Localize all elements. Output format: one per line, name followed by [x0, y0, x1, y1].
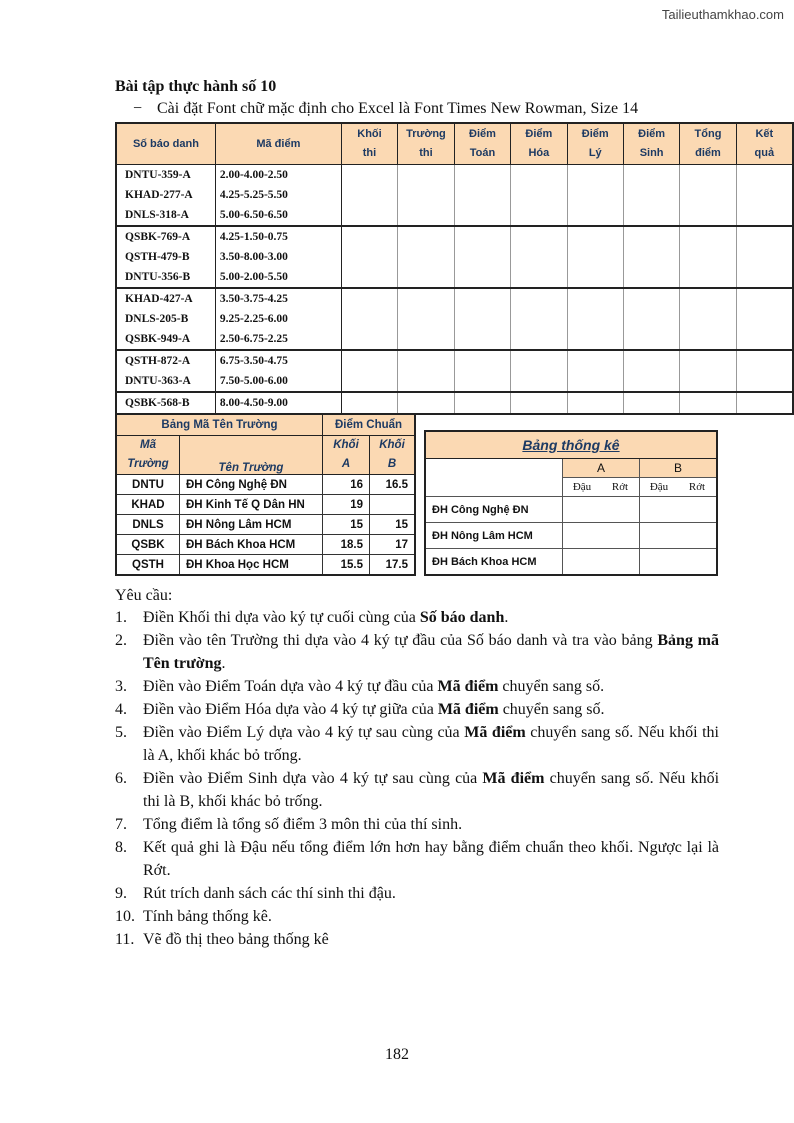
- empty-cell: [398, 267, 455, 288]
- empty-cell: [623, 267, 679, 288]
- header-6: [567, 123, 623, 165]
- header-8: [680, 123, 736, 165]
- candidate-id: DNTU-356-B: [116, 267, 215, 288]
- school-name: ĐH Bách Khoa HCM: [180, 535, 323, 555]
- header-line1: Điểm: [638, 128, 666, 140]
- empty-cell: [680, 165, 736, 186]
- candidate-id: DNLS-205-B: [116, 309, 215, 329]
- requirement-text: Mã điểm: [482, 770, 545, 787]
- cutoff-b: 17: [370, 535, 416, 555]
- empty-cell: [341, 205, 397, 226]
- requirement-item: [115, 905, 719, 928]
- candidate-id: QSTH-479-B: [116, 247, 215, 267]
- requirement-item: [115, 606, 719, 629]
- table-row: [116, 371, 793, 392]
- candidate-id: DNLS-318-A: [116, 205, 215, 226]
- table-row: [425, 497, 717, 523]
- empty-cell: [341, 267, 397, 288]
- requirement-number: 4.: [115, 701, 127, 718]
- requirement-text: chuyển sang số.: [498, 678, 605, 695]
- stats-group-b: B: [640, 459, 718, 478]
- empty-cell: [623, 371, 679, 392]
- header-line1: Tổng: [694, 128, 722, 140]
- empty-cell: [680, 329, 736, 350]
- table-row: [116, 185, 793, 205]
- school-code: QSTH: [116, 555, 180, 576]
- subtitle-text: Cài đặt Font chữ mặc định cho Excel là Font Times New Rowman, Size 14: [157, 100, 639, 117]
- table-row: [116, 247, 793, 267]
- empty-cell: [398, 185, 455, 205]
- candidate-id: QSBK-949-A: [116, 329, 215, 350]
- empty-cell: [454, 309, 510, 329]
- table-row: [116, 226, 793, 247]
- score-code: 3.50-8.00-3.00: [215, 247, 341, 267]
- stats-school: ĐH Công Nghệ ĐN: [425, 497, 563, 523]
- stats-b-pass: Đậu: [640, 478, 679, 497]
- requirement-text: .: [504, 609, 509, 626]
- header-line2: Sinh: [639, 147, 664, 159]
- score-code: 7.50-5.00-6.00: [215, 371, 341, 392]
- score-code: 4.25-5.25-5.50: [215, 185, 341, 205]
- requirement-item: [115, 882, 719, 905]
- requirement-text: Vẽ đồ thị theo bảng thống kê: [143, 931, 329, 948]
- requirement-item: [115, 698, 719, 721]
- requirement-text: Rút trích danh sách các thí sinh thi đậu.: [143, 885, 396, 902]
- empty-cell: [511, 226, 567, 247]
- empty-cell: [736, 267, 793, 288]
- empty-cell: [567, 226, 623, 247]
- empty-cell: [511, 165, 567, 186]
- empty-cell: [736, 165, 793, 186]
- exercise-title: Bài tập thực hành số 10: [115, 78, 277, 95]
- header-line2: thi: [362, 147, 377, 159]
- score-code: 2.50-6.75-2.25: [215, 329, 341, 350]
- empty-cell: [680, 392, 736, 414]
- candidate-id: KHAD-277-A: [116, 185, 215, 205]
- requirement-item: [115, 721, 719, 767]
- empty-cell: [398, 329, 455, 350]
- cutoff-a: 15.5: [323, 555, 370, 576]
- table-row: [116, 205, 793, 226]
- requirement-text: Kết quả ghi là Đậu nếu tổng điểm lớn hơn hay bằng điểm chuẩn theo khối. Ngược lại là Rớt.: [143, 839, 719, 879]
- empty-cell: [398, 288, 455, 309]
- header-line2: điểm: [695, 147, 721, 159]
- empty-cell: [623, 329, 679, 350]
- empty-cell: [640, 523, 718, 549]
- cutoff-a: 18.5: [323, 535, 370, 555]
- empty-cell: [680, 226, 736, 247]
- requirement-number: 3.: [115, 678, 127, 695]
- empty-cell: [623, 165, 679, 186]
- requirements-title: Yêu cầu:: [115, 587, 173, 604]
- school-name: ĐH Nông Lâm HCM: [180, 515, 323, 535]
- table-row: [116, 475, 415, 495]
- requirement-item: [115, 629, 719, 675]
- score-code: 5.00-6.50-6.50: [215, 205, 341, 226]
- requirement-text: Điền vào Điểm Hóa dựa vào 4 ký tự giữa của: [143, 701, 438, 718]
- school-code: QSBK: [116, 535, 180, 555]
- requirement-text: Bảng mã Tên trường: [143, 632, 719, 672]
- empty-cell: [454, 267, 510, 288]
- empty-cell: [341, 185, 397, 205]
- empty-cell: [567, 392, 623, 414]
- empty-cell: [398, 247, 455, 267]
- requirement-text: chuyển sang số. Nếu khối thi là B, khối khác bỏ trống.: [143, 770, 720, 810]
- score-code: 5.00-2.00-5.50: [215, 267, 341, 288]
- header-9: [736, 123, 793, 165]
- header-4: [454, 123, 510, 165]
- empty-cell: [680, 288, 736, 309]
- page-number: 182: [385, 1046, 409, 1063]
- empty-cell: [398, 165, 455, 186]
- empty-cell: [623, 309, 679, 329]
- header-1: [215, 123, 341, 165]
- stats-school: ĐH Bách Khoa HCM: [425, 549, 563, 576]
- stats-title: Bảng thống kê: [425, 431, 717, 459]
- table-row: [116, 165, 793, 186]
- table-row: [116, 309, 793, 329]
- cutoff-title: Điểm Chuẩn: [323, 414, 416, 436]
- header-2: [341, 123, 397, 165]
- requirement-text: Số báo danh: [419, 609, 505, 626]
- header-5: [511, 123, 567, 165]
- requirement-text: Mã điểm: [464, 724, 526, 741]
- requirement-text: Điền vào Điểm Sinh dựa vào 4 ký tự sau cùng của: [143, 770, 483, 787]
- requirement-number: 9.: [115, 885, 127, 902]
- cutoff-b: 16.5: [370, 475, 416, 495]
- header-line1: Trường: [406, 128, 446, 140]
- school-code: DNLS: [116, 515, 180, 535]
- requirement-text: Điền vào Điểm Toán dựa vào 4 ký tự đầu của: [143, 678, 438, 695]
- empty-cell: [567, 350, 623, 371]
- empty-cell: [341, 309, 397, 329]
- empty-cell: [567, 288, 623, 309]
- empty-cell: [680, 205, 736, 226]
- header-line1: Kết: [755, 128, 774, 140]
- empty-cell: [341, 329, 397, 350]
- requirement-text: .: [221, 655, 226, 672]
- empty-cell: [623, 288, 679, 309]
- empty-cell: [511, 247, 567, 267]
- requirement-number: 8.: [115, 839, 127, 856]
- empty-cell: [567, 247, 623, 267]
- school-name: ĐH Công Nghệ ĐN: [180, 475, 323, 495]
- requirement-number: 1.: [115, 609, 127, 626]
- requirement-item: [115, 836, 719, 882]
- empty-cell: [567, 205, 623, 226]
- subtitle: [133, 100, 638, 118]
- empty-cell: [341, 392, 397, 414]
- empty-cell: [454, 371, 510, 392]
- school-code: DNTU: [116, 475, 180, 495]
- requirement-number: 6.: [115, 770, 127, 787]
- empty-cell: [567, 309, 623, 329]
- table-row: [116, 350, 793, 371]
- empty-cell: [511, 267, 567, 288]
- empty-cell: [563, 523, 640, 549]
- school-name: ĐH Khoa Học HCM: [180, 555, 323, 576]
- empty-cell: [341, 371, 397, 392]
- cutoff-b: 15: [370, 515, 416, 535]
- stats-b-fail: Rớt: [678, 478, 717, 497]
- empty-cell: [567, 185, 623, 205]
- school-table-title: Bảng Mã Tên Trường: [116, 414, 323, 436]
- empty-cell: [454, 392, 510, 414]
- empty-cell: [640, 549, 718, 576]
- table-row: [116, 495, 415, 515]
- empty-cell: [680, 309, 736, 329]
- table-row: [116, 555, 415, 576]
- empty-cell: [398, 392, 455, 414]
- requirement-text: Mã điểm: [437, 701, 499, 718]
- requirement-item: [115, 675, 719, 698]
- school-code: KHAD: [116, 495, 180, 515]
- empty-cell: [736, 288, 793, 309]
- table-row: [116, 515, 415, 535]
- requirement-number: 2.: [115, 632, 127, 649]
- stats-school: ĐH Nông Lâm HCM: [425, 523, 563, 549]
- empty-cell: [454, 185, 510, 205]
- cutoff-b: [370, 495, 416, 515]
- empty-cell: [736, 185, 793, 205]
- empty-cell: [623, 226, 679, 247]
- candidate-id: KHAD-427-A: [116, 288, 215, 309]
- watermark: Tailieuthamkhao.com: [661, 7, 784, 22]
- empty-cell: [398, 309, 455, 329]
- empty-cell: [511, 350, 567, 371]
- col-block-a: Khối A: [323, 436, 370, 475]
- cutoff-b: 17.5: [370, 555, 416, 576]
- requirement-item: [115, 928, 719, 951]
- empty-cell: [511, 329, 567, 350]
- stats-a-fail: Rớt: [601, 478, 640, 497]
- requirement-text: Tổng điểm là tổng số điểm 3 môn thi của thí sinh.: [143, 816, 463, 833]
- cutoff-a: 16: [323, 475, 370, 495]
- empty-cell: [511, 288, 567, 309]
- header-line1: Điểm: [581, 128, 609, 140]
- requirement-text: chuyển sang số. Nếu khối thi là A, khối khác bỏ trống.: [143, 724, 719, 764]
- header-line1: Số báo danh: [132, 137, 199, 150]
- table-row: [425, 523, 717, 549]
- table-row: [116, 392, 793, 414]
- empty-cell: [511, 185, 567, 205]
- candidate-id: QSBK-568-B: [116, 392, 215, 414]
- requirements-list: [115, 606, 719, 951]
- empty-cell: [567, 267, 623, 288]
- header-line2: Lý: [588, 147, 602, 159]
- header-line2: Hóa: [528, 147, 550, 159]
- stats-group-a: A: [563, 459, 640, 478]
- empty-cell: [736, 247, 793, 267]
- candidate-id: QSBK-769-A: [116, 226, 215, 247]
- empty-cell: [736, 371, 793, 392]
- empty-cell: [341, 226, 397, 247]
- empty-cell: [736, 350, 793, 371]
- candidate-id: DNTU-363-A: [116, 371, 215, 392]
- col-block-b: Khối B: [370, 436, 416, 475]
- empty-cell: [511, 392, 567, 414]
- cutoff-a: 15: [323, 515, 370, 535]
- cutoff-a: 19: [323, 495, 370, 515]
- empty-cell: [567, 165, 623, 186]
- empty-cell: [454, 329, 510, 350]
- empty-cell: [736, 226, 793, 247]
- empty-cell: [454, 205, 510, 226]
- empty-cell: [623, 350, 679, 371]
- empty-cell: [623, 185, 679, 205]
- table-row: [116, 288, 793, 309]
- empty-cell: [736, 392, 793, 414]
- empty-cell: [736, 205, 793, 226]
- empty-cell: [563, 497, 640, 523]
- table-row: [116, 535, 415, 555]
- score-code: 2.00-4.00-2.50: [215, 165, 341, 186]
- empty-cell: [511, 309, 567, 329]
- empty-cell: [680, 350, 736, 371]
- header-7: [623, 123, 679, 165]
- requirement-text: Điền Khối thi dựa vào ký tự cuối cùng của: [143, 609, 420, 626]
- empty-cell: [680, 371, 736, 392]
- empty-cell: [736, 329, 793, 350]
- header-line1: Mã điểm: [256, 137, 301, 150]
- requirement-item: [115, 813, 719, 836]
- requirement-number: 11.: [115, 931, 135, 948]
- requirement-item: [115, 767, 719, 813]
- empty-cell: [567, 329, 623, 350]
- score-code: 3.50-3.75-4.25: [215, 288, 341, 309]
- empty-cell: [511, 371, 567, 392]
- table-row: [116, 329, 793, 350]
- empty-cell: [511, 205, 567, 226]
- header-line2: quả: [754, 147, 775, 159]
- stats-a-pass: Đậu: [563, 478, 602, 497]
- empty-cell: [454, 247, 510, 267]
- empty-cell: [341, 247, 397, 267]
- header-line1: Khối: [357, 128, 382, 140]
- school-code-table: [115, 413, 416, 576]
- empty-cell: [680, 247, 736, 267]
- empty-cell: [563, 549, 640, 576]
- empty-cell: [680, 267, 736, 288]
- col-school-code: Mã Trường: [116, 436, 180, 475]
- col-school-name: Tên Trường: [180, 436, 323, 475]
- empty-cell: [398, 226, 455, 247]
- requirement-text: chuyển sang số.: [498, 701, 605, 718]
- header-line1: Điểm: [525, 128, 553, 140]
- score-code: 4.25-1.50-0.75: [215, 226, 341, 247]
- score-code: 9.25-2.25-6.00: [215, 309, 341, 329]
- empty-cell: [623, 392, 679, 414]
- requirement-number: 5.: [115, 724, 127, 741]
- empty-cell: [454, 165, 510, 186]
- empty-cell: [454, 288, 510, 309]
- empty-cell: [623, 247, 679, 267]
- empty-cell: [341, 350, 397, 371]
- score-code: 6.75-3.50-4.75: [215, 350, 341, 371]
- empty-cell: [567, 371, 623, 392]
- requirement-number: 10.: [115, 908, 135, 925]
- empty-cell: [640, 497, 718, 523]
- candidate-table: [115, 122, 794, 415]
- statistics-table: [424, 430, 718, 576]
- empty-cell: [341, 165, 397, 186]
- requirement-text: Điền vào Điểm Lý dựa vào 4 ký tự sau cùng của: [143, 724, 465, 741]
- requirement-text: Điền vào tên Trường thi dựa vào 4 ký tự đầu của Số báo danh và tra vào bảng: [143, 632, 658, 649]
- table-row: [425, 549, 717, 576]
- empty-cell: [398, 371, 455, 392]
- empty-cell: [341, 288, 397, 309]
- candidate-id: QSTH-872-A: [116, 350, 215, 371]
- empty-cell: [454, 226, 510, 247]
- header-line2: thi: [419, 147, 433, 159]
- empty-cell: [736, 309, 793, 329]
- empty-cell: [398, 205, 455, 226]
- header-3: [398, 123, 455, 165]
- school-name: ĐH Kinh Tế Q Dân HN: [180, 495, 323, 515]
- requirement-number: 7.: [115, 816, 127, 833]
- empty-cell: [454, 350, 510, 371]
- empty-cell: [680, 185, 736, 205]
- empty-cell: [623, 205, 679, 226]
- subtitle-dash: −: [133, 100, 143, 117]
- empty-cell: [398, 350, 455, 371]
- header-0: [116, 123, 215, 165]
- requirement-text: Tính bảng thống kê.: [143, 908, 272, 925]
- table-row: [116, 267, 793, 288]
- requirement-text: Mã điểm: [437, 678, 499, 695]
- score-code: 8.00-4.50-9.00: [215, 392, 341, 414]
- candidate-id: DNTU-359-A: [116, 165, 215, 186]
- header-line2: Toán: [469, 147, 496, 159]
- header-line1: Điểm: [469, 128, 496, 140]
